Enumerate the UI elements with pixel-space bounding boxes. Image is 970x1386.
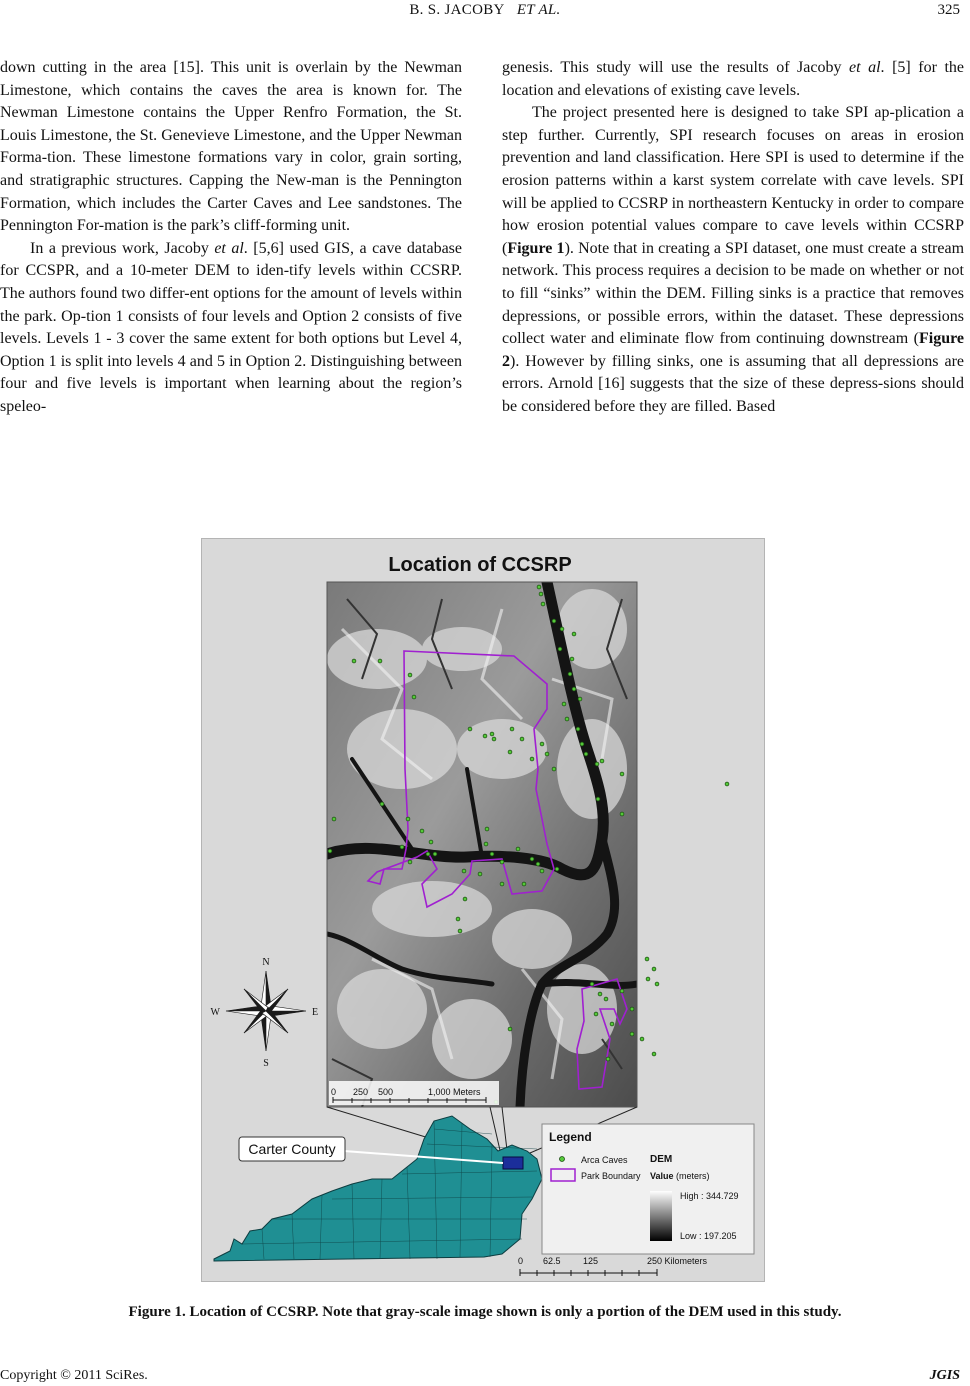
paragraph-geology: down cutting in the area [15]. This unit is overlain by the Newman Limestone, which contains the caves the area is known for. The Newman Limestone contains the Upper Renfro Formation, the St. Louis Limestone, the St. Genevieve Limestone, and the Upper Newman Forma-tion. These limestone formations vary in color, grain sorting, and stratigraphic structures. Capping the New-man is the Pennington Formation, which includes the Carter Caves and Lee sandstones. The Pennington For-mation is the park’s cliff-forming unit. — [0, 59, 462, 235]
figure-caption: Figure 1. Location of CCSRP. Note that gray-scale image shown is only a portion of the DEM used in this study. — [128, 1304, 842, 1320]
cave-point — [555, 867, 559, 871]
footer-copyright: Copyright © 2011 SciRes. — [0, 1368, 148, 1383]
cave-point — [458, 929, 462, 933]
cave-point — [463, 897, 467, 901]
compass-south: S — [263, 1058, 269, 1069]
cave-point — [552, 767, 556, 771]
cave-point — [516, 847, 520, 851]
cave-point — [429, 840, 433, 844]
cave-point — [456, 917, 460, 921]
state-scale-62: 62.5 — [543, 1256, 561, 1266]
left-column — [0, 57, 462, 419]
cave-point — [598, 992, 602, 996]
cave-point — [620, 812, 624, 816]
cave-point — [560, 627, 564, 631]
page-number: 325 — [937, 2, 960, 18]
cave-point — [530, 857, 534, 861]
figure-2-link[interactable]: Figure 2 — [502, 330, 964, 370]
legend-dem-title: DEM — [650, 1154, 673, 1165]
cave-point — [590, 982, 594, 986]
cave-point — [562, 702, 566, 706]
cave-point — [485, 827, 489, 831]
cave-point — [646, 977, 650, 981]
paragraph-previous-work: In a previous work, Jacoby et al. [5,6] used GIS, a cave database for CCSPR, and a 10-meter DEM to iden-tify levels within CCSRP. The authors found two differ-ent options for the amount of levels within the park. Op-tion 1 consists of four levels and Option 2 consists of five levels. Levels 1 - 3 cover the same extent for both options but Level 4, Option 1 is split into levels 4 and 5 in Option 2. Distinguishing between four and five levels is important when learning about the region’s speleo- — [0, 239, 462, 415]
compass-rose-icon — [211, 957, 319, 1069]
paragraph-speleogenesis: genesis. This study will use the results of Jacoby et al. [5] for the location and elevations of existing cave levels. — [502, 59, 964, 99]
cave-point — [433, 852, 437, 856]
dem-raster — [327, 582, 637, 1107]
cave-point — [378, 659, 382, 663]
cave-point — [584, 752, 588, 756]
state-scale-250: 250 Kilometers — [647, 1256, 708, 1266]
cave-point — [462, 869, 466, 873]
footer-journal: JGIS — [929, 1368, 960, 1383]
inset-scale-1000: 1,000 Meters — [428, 1087, 481, 1097]
cave-point — [652, 967, 656, 971]
cave-point — [328, 849, 332, 853]
cave-point — [572, 632, 576, 636]
cave-point — [420, 829, 424, 833]
legend-caves-label: Arca Caves — [581, 1155, 628, 1165]
cave-point — [478, 872, 482, 876]
cave-point — [406, 817, 410, 821]
compass-east: E — [312, 1007, 319, 1018]
cave-point — [426, 852, 430, 856]
cave-point — [332, 817, 336, 821]
inset-scale-0: 0 — [331, 1087, 337, 1097]
cave-point — [620, 989, 624, 993]
legend-low-label: Low : 197.205 — [680, 1231, 737, 1241]
cave-point — [558, 647, 562, 651]
cave-point — [594, 1012, 598, 1016]
state-scale-125: 125 — [583, 1256, 599, 1266]
figure-1-map — [202, 539, 764, 1281]
right-column — [502, 57, 964, 419]
cave-point — [606, 1057, 610, 1061]
cave-point — [352, 659, 356, 663]
figure-1-link[interactable]: Figure 1 — [507, 239, 565, 257]
cave-point — [408, 860, 412, 864]
compass-north: N — [262, 957, 270, 968]
cave-point — [500, 860, 504, 864]
cave-point — [600, 759, 604, 763]
legend-dem-ramp — [650, 1191, 672, 1241]
cave-point — [540, 869, 544, 873]
cave-point — [520, 737, 524, 741]
cave-point — [530, 757, 534, 761]
legend-value-label: Value (meters) — [650, 1171, 710, 1181]
cave-point — [510, 727, 514, 731]
paragraph-project: The project presented here is designed to take SPI ap-plication a step further. Currently, SPI research focuses on areas in erosion prevention and land classification. Here SPI is used to determine if the erosion patterns within a karst system correlate with cave levels. SPI will be applied to CCSRP in northeastern Kentucky in order to compare how erosion potential values compare to cave levels within CCSRP (Figure 1). Note that in creating a SPI dataset, one must create a stream network. This process requires a decision to be made on whether or not to fill “sinks” within the DEM. Filling sinks is a practice that removes depressions, or possible errors, within the dataset. These depressions collect water and eliminate flow from continuing downstream (Figure 2). However by filling sinks, one is assuming that all depressions are errors. Arnold [16] suggests that the size of these depress-sions should be considered before they are filled. Based — [502, 104, 965, 415]
cave-point — [610, 1022, 614, 1026]
cave-point — [541, 602, 545, 606]
compass-west: W — [210, 1007, 220, 1018]
map-title: Location of CCSRP — [388, 554, 572, 576]
cave-point — [408, 673, 412, 677]
cave-point — [539, 592, 543, 596]
cave-point — [630, 1032, 634, 1036]
cave-point — [596, 797, 600, 801]
cave-point — [483, 734, 487, 738]
cave-point — [725, 782, 729, 786]
figure-1-frame — [201, 538, 765, 1282]
cave-point — [412, 695, 416, 699]
cave-point — [568, 672, 572, 676]
cave-point — [576, 727, 580, 731]
cave-point — [536, 862, 540, 866]
state-scale-bar — [518, 1256, 708, 1276]
running-header-authors: B. S. JACOBY ET AL. — [409, 2, 561, 18]
carter-county-label: Carter County — [248, 1141, 336, 1157]
cave-point — [552, 619, 556, 623]
cave-point — [630, 1007, 634, 1011]
cave-point — [540, 742, 544, 746]
cave-point — [620, 772, 624, 776]
cave-point — [565, 717, 569, 721]
cave-point — [508, 1027, 512, 1031]
legend-title: Legend — [549, 1130, 592, 1144]
inset-scale-500: 500 — [378, 1087, 394, 1097]
legend-high-label: High : 344.729 — [680, 1191, 739, 1201]
legend-boundary-label: Park Boundary — [581, 1171, 641, 1181]
inset-scale-250: 250 — [353, 1087, 369, 1097]
cave-point — [522, 882, 526, 886]
cave-point — [655, 982, 659, 986]
running-header — [0, 2, 970, 24]
carter-county-highlight — [503, 1157, 523, 1169]
cave-point — [508, 750, 512, 754]
cave-point — [468, 727, 472, 731]
cave-point — [595, 762, 599, 766]
cave-point — [604, 997, 608, 1001]
cave-point — [545, 752, 549, 756]
legend-cave-symbol — [560, 1157, 565, 1162]
state-scale-0: 0 — [518, 1256, 524, 1266]
cave-point — [490, 852, 494, 856]
cave-point — [492, 737, 496, 741]
cave-point — [640, 1037, 644, 1041]
cave-point — [537, 585, 541, 589]
legend — [542, 1124, 754, 1254]
cave-point — [400, 845, 404, 849]
inset-scale-bar — [329, 1081, 499, 1105]
cave-point — [484, 842, 488, 846]
cave-point — [652, 1052, 656, 1056]
cave-point — [380, 802, 384, 806]
cave-point — [578, 697, 582, 701]
cave-point — [645, 957, 649, 961]
cave-point — [500, 882, 504, 886]
cave-point — [572, 687, 576, 691]
cave-point — [490, 732, 494, 736]
cave-point — [580, 742, 584, 746]
cave-point — [570, 657, 574, 661]
